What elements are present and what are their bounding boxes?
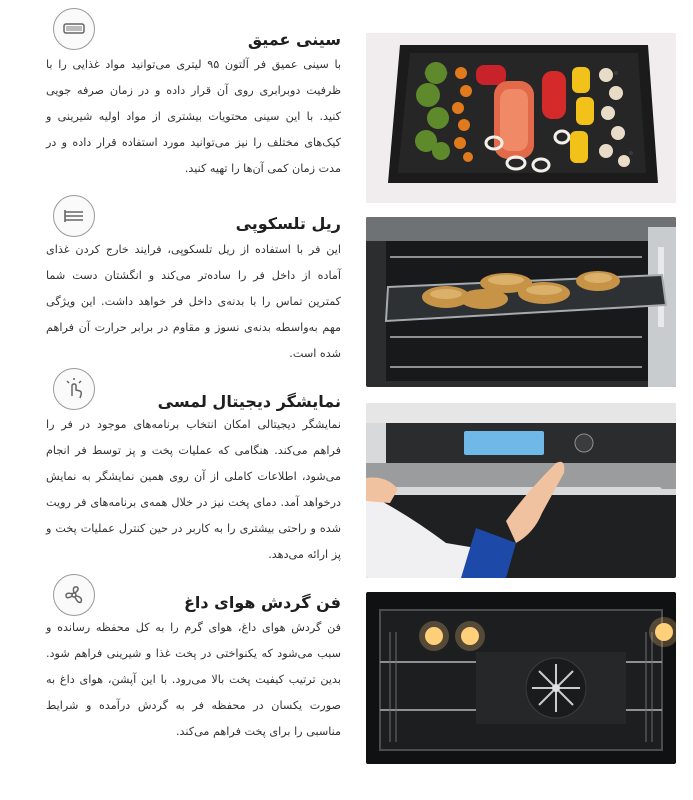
feature-title: فن گردش هوای داغ (183, 593, 341, 612)
feature-description: با سینی عمیق فر آلتون ۹۵ لیتری می‌توانید مواد غذایی را با ظرفیت دوبرابری روی آن قرار داده و در زمان صرفه جویی کنید. با این سینی محتویات بیشتری از مواد اولیه شیرینی و کیک‌های مختلف را نیز می‌توانید مورد استفاده قرار داده و در مدت زمان کمی آن‌ها را تهیه کنید. (46, 58, 341, 175)
feature-title: سینی عمیق (247, 30, 341, 49)
deep-tray-photo (366, 33, 676, 203)
convection-fan-photo (366, 592, 676, 764)
feature-touch-display (0, 368, 693, 583)
feature-deep-tray (0, 0, 693, 200)
touch-display-photo (366, 403, 676, 578)
feature-description: این فر با استفاده از ریل تلسکوپی، فرایند خارج کردن غذای آماده از داخل فر را ساده‌تر می‌کند و انگشتان دست شما کمترین تماس را با بدنه‌ی داخل فر خواهد داشت. این ویژگی مهم به‌واسطه بدنه‌ی نسوز و مقاوم در برابر حرارت آن فراهم شده است. (46, 243, 341, 360)
feature-description: فن گردش هوای داغ، هوای گرم را به کل محفظه رسانده و سبب می‌شود که یکنواختی در پخت غذا و شیرینی فراهم شود. بدین ترتیب کیفیت پخت بالا می‌رود. با این آپشن، هوای داغ به صورت یکسان در محفظه فر به گردش درآمده و شرایط مناسبی را برای پخت فراهم می‌کند. (46, 621, 341, 738)
feature-telescopic-rail (0, 195, 693, 395)
telescopic-rail-photo (366, 217, 676, 387)
fan-icon (53, 574, 95, 616)
feature-title: نمایشگر دیجیتال لمسی (157, 392, 341, 411)
feature-description: نمایشگر دیجیتالی امکان انتخاب برنامه‌های موجود در فر را فراهم می‌کند. هنگامی که عملیات پخت و پز توسط فر انجام می‌شود، اطلاعات کاملی از آن روی همین نمایشگر به نمایش درخواهد آمد. دمای پخت نیز در خلال همه‌ی برنامه‌های فر رویت شده و راحتی بیشتری را به کاربر در حین کنترل عملیات پخت و پز ارائه می‌دهد. (46, 418, 341, 561)
baking-tray-icon (53, 8, 95, 50)
touch-hand-icon (53, 368, 95, 410)
feature-convection-fan (0, 570, 693, 800)
telescopic-rail-icon (53, 195, 95, 237)
feature-title: ریل تلسکوپی (235, 214, 341, 233)
